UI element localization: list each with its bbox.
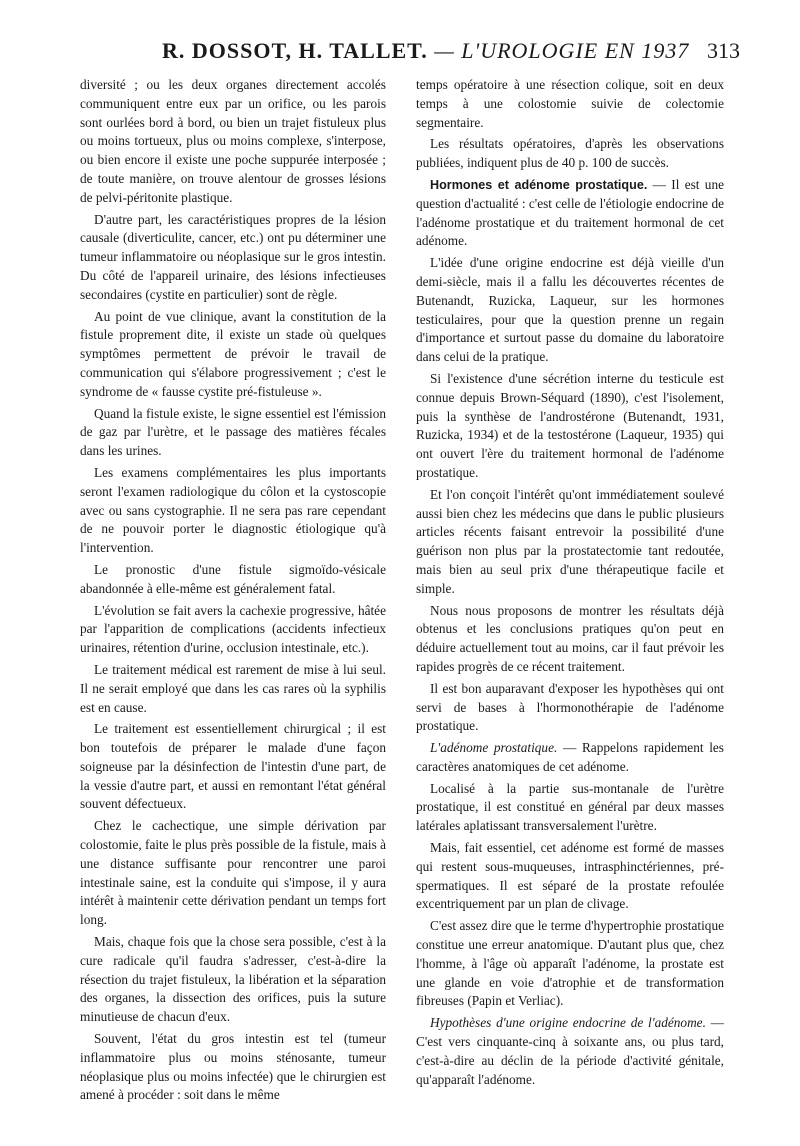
paragraph: L'idée d'une origine endocrine est déjà vieille d'un demi-siècle, mais il a fallu les découvertes récentes de Butenandt, Ruzicka, Laqueur, sur les hormones testiculaires, pour que la question prenne un regain d'importance et surtout passe du domaine du laboratoire dans celui de la pratique. [416,255,724,365]
subsection-heading: Hypothèses d'une origine endocrine de l'adénome. [430,1015,706,1031]
section-paragraph [416,739,724,777]
paragraph: Il est bon auparavant d'exposer les hypothèses qui ont servi de bases à l'hormonothérapie de l'adénome prostatique. [416,680,724,734]
paragraph: Les examens complémentaires les plus importants seront l'examen radiologique du côlon et la cystoscopie avec ou sans cystographie. Il ne sera pas rare cependant de ne pouvoir porter le diagnostic étiologique qu'à l'intervention. [80,464,386,556]
subsection-heading: L'adénome prostatique. [430,740,558,756]
paragraph: Et l'on conçoit l'intérêt qu'ont immédiatement soulevé aussi bien chez les médecins que dans le public plusieurs articles récents faisant entrevoir la possibilité d'une guérison non plus par la prostatectomie tant redoutée, mais bien au seul prix d'une thérapeutique facile et simple. [416,486,724,596]
header-journal: — L'UROLOGIE EN 1937 [434,38,690,63]
section-paragraph [416,176,724,251]
paragraph: L'évolution se fait avers la cachexie progressive, hâtée par l'apparition de complications (accidents infectieux urinaires, rétention d'urine, occlusion intestinale, etc.). [80,602,386,656]
paragraph: Le pronostic d'une fistule sigmoïdo-vésicale abandonnée à elle-même est généralement fatal. [80,561,386,596]
paragraph: Mais, chaque fois que la chose sera possible, c'est à la cure radicale qu'il faudra s'adresser, c'est-à-dire la résection du trajet fistuleux, la libération et la séparation des organes, la dissection des orifices, puis la suture minutieuse de chacun d'eux. [80,934,386,1025]
paragraph: C'est assez dire que le terme d'hypertrophie prostatique constitue une erreur anatomique. D'autant plus que, chez l'homme, à l'âge où apparaît l'adénome, la prostate est une glande en voie d'atrophie et de transformation fibreuses (Papin et Verliac). [416,918,724,1009]
paragraph-text: — Rappelons rapidement les caractères anatomiques de cet adénome. [416,740,724,774]
page-header [80,30,740,74]
paragraph: Les résultats opératoires, d'après les observations publiées, indiquent plus de 40 p. 100 de succès. [416,136,724,171]
paragraph: Le traitement médical est rarement de mise à lui seul. Il ne serait employé que dans les cas rares où la syphilis est en cause. [80,661,386,715]
paragraph: Si l'existence d'une sécrétion interne du testicule est connue depuis Brown-Séquard (1890), c'est l'isolement, puis la synthèse de l'androstérone (Butenandt, 1931, Ruzicka, 1934) et de la testostérone (Laqueur, 1935) qui ont ouvert l'ère du traitement hormonal de l'adénome prostatique. [416,370,724,480]
paragraph: Chez le cachectique, une simple dérivation par colostomie, faite le plus près possible de la fistule, mais à une distance suffisante pour rencontrer une paroi intestinale saine, est la conduite qui s'impose, il y aura intérêt à maintenir cette dérivation pendant un temps fort long. [80,818,386,928]
paragraph: diversité ; ou les deux organes directement accolés communiquent entre eux par un orifice, ou les parois sont ourlées bord à bord, ou bien un trajet fistuleux plus ou moins tortueux, plus ou moins complexe, s'interpose, ou bien encore il existe une poche suppurée interposée ; de toute manière, on trouve alentour de grosses lésions de pelvi-péritonite plastique. [80,77,386,205]
right-column [416,76,724,1092]
paragraph: Mais, fait essentiel, cet adénome est formé de masses qui restent sous-muqueuses, intrasphinctériennes, pré-spermatiques. Il est séparé de la prostate refoulée excentriquement par un plan de clivage. [416,840,724,912]
paragraph: Au point de vue clinique, avant la constitution de la fistule proprement dite, il existe un stade où quelques symptômes permettent de prévoir le travail de communication qui s'élabore progressivement ; c'est le syndrome de « fausse cystite pré-fistuleuse ». [80,308,386,399]
left-column [80,76,386,1108]
paragraph: Nous nous proposons de montrer les résultats déjà obtenus et les conclusions pratiques qu'on peut en déduire actuellement tout au moins, car il faut prévoir les rapides progrès de ce récent traitement. [416,602,724,674]
section-heading: Hormones et adénome prostatique. [430,177,648,192]
section-paragraph [416,1014,724,1089]
paragraph: Quand la fistule existe, le signe essentiel est l'émission de gaz par l'urètre, et le passage des matières fécales dans les urines. [80,405,386,459]
paragraph: temps opératoire à une résection colique, soit en deux temps à une colostomie suivie de colectomie segmentaire. [416,77,724,130]
page-number: 313 [707,38,740,63]
running-title [162,38,689,64]
paragraph-text: — Il est une question d'actualité : c'est celle de l'étiologie endocrine de l'adénome prostatique et du traitement hormonal de cet adénome. [416,176,724,249]
header-authors: R. DOSSOT, H. TALLET. [162,38,428,63]
paragraph: D'autre part, les caractéristiques propres de la lésion causale (diverticulite, cancer, etc.) ont pu déterminer une tumeur inflammatoire ou néoplasique sur le gros intestin. Du côté de l'appareil urinaire, des lésions infectieuses secondaires (cystite en particulier) sont de règle. [80,211,386,302]
paragraph: Le traitement est essentiellement chirurgical ; il est bon toutefois de préparer le malade d'une façon soigneuse par la désinfection de l'intestin d'une part, de la vessie d'autre part, et aussi en remontant l'état général souvent défectueux. [80,721,386,812]
paragraph-text: — C'est vers cinquante-cinq à soixante ans, ou plus tard, c'est-à-dire au déclin de la période d'activité génitale, qu'apparaît l'adénome. [416,1015,724,1087]
paragraph: Souvent, l'état du gros intestin est tel (tumeur inflammatoire plus ou moins sténosante, tumeur néoplasique plus ou moins infectée) que le chirurgien est amené à procéder : soit dans le même [80,1031,386,1103]
paragraph: Localisé à la partie sus-montanale de l'urètre prostatique, il est constitué en général par deux masses latérales aplatissant transversalement l'urètre. [416,780,724,834]
